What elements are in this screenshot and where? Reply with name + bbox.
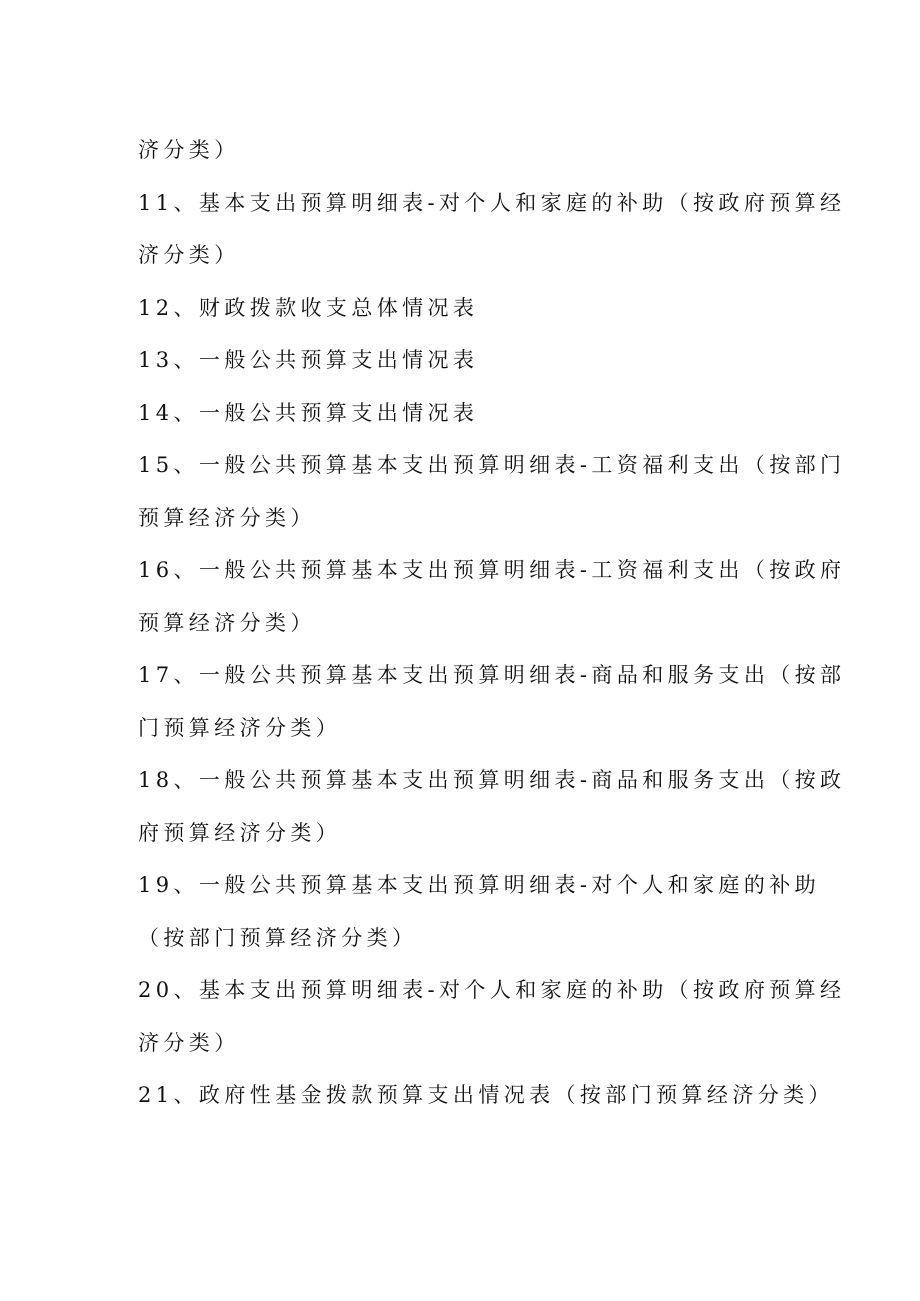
text-line: 11、基本支出预算明细表-对个人和家庭的补助（按政府预算经 <box>138 190 846 215</box>
text-line: （按部门预算经济分类） <box>138 925 418 950</box>
text-line: 15、一般公共预算基本支出预算明细表-工资福利支出（按部门 <box>138 453 846 477</box>
text-line: 19、一般公共预算基本支出预算明细表-对个人和家庭的补助 <box>138 873 821 897</box>
text-line: 府预算经济分类） <box>138 820 342 845</box>
text-line: 17、一般公共预算基本支出预算明细表-商品和服务支出（按部 <box>138 663 846 687</box>
text-line: 16、一般公共预算基本支出预算明细表-工资福利支出（按政府 <box>138 558 846 582</box>
text-line: 预算经济分类） <box>138 505 316 530</box>
text-line: 21、政府性基金拨款预算支出情况表（按部门预算经济分类） <box>138 1083 834 1107</box>
text-line: 门预算经济分类） <box>138 715 342 740</box>
text-line: 12、财政拨款收支总体情况表 <box>138 295 479 320</box>
text-line: 20、基本支出预算明细表-对个人和家庭的补助（按政府预算经 <box>138 978 846 1002</box>
text-line: 济分类） <box>138 138 240 162</box>
text-line: 14、一般公共预算支出情况表 <box>138 400 479 425</box>
text-line: 济分类） <box>138 243 240 267</box>
text-line: 预算经济分类） <box>138 610 316 635</box>
document-body <box>138 124 846 1122</box>
text-line: 18、一般公共预算基本支出预算明细表-商品和服务支出（按政 <box>138 768 846 792</box>
text-line: 济分类） <box>138 1030 240 1055</box>
text-line: 13、一般公共预算支出情况表 <box>138 348 479 372</box>
